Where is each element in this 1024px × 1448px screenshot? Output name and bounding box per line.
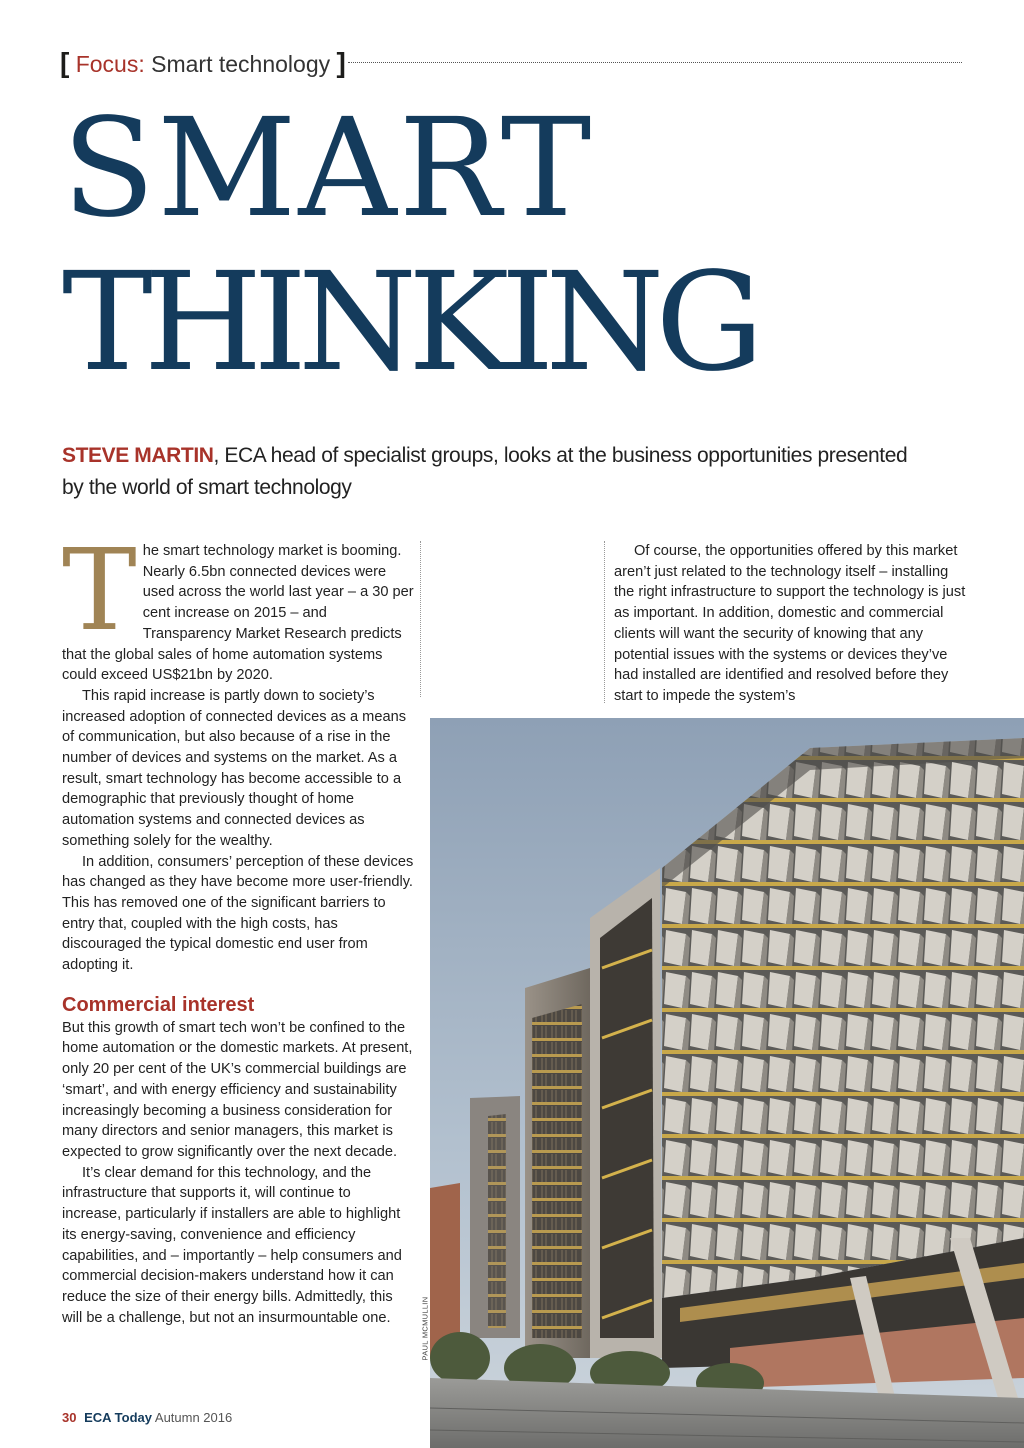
article-column-1 (62, 526, 414, 1328)
kicker-open-bracket: [ (60, 47, 70, 78)
magazine-name: ECA Today (84, 1410, 152, 1425)
headline (62, 92, 755, 400)
headline-line-1: SMART (62, 90, 594, 248)
kicker-close-bracket: ] (336, 47, 346, 78)
kicker-label: Focus: (75, 51, 145, 77)
headline-line-2: THINKING (62, 244, 755, 402)
body-paragraph: In addition, consumers’ perception of these devices has changed as they have become more user-friendly. This has removed one of the significant barriers to entry that, coupled with the high costs, has discouraged the typical domestic end user from adopting it. (62, 853, 414, 974)
dropcap: T (62, 526, 137, 656)
standfirst (62, 440, 932, 504)
page-number: 30 (62, 1410, 77, 1425)
kicker-divider (348, 62, 962, 63)
column-rule (604, 541, 605, 703)
building-illustration (430, 718, 1024, 1448)
kicker-topic: Smart technology (144, 51, 337, 77)
issue-date: Autumn 2016 (152, 1410, 233, 1425)
author-name: STEVE MARTIN (62, 444, 214, 467)
subhead: Commercial interest (62, 993, 255, 1016)
body-paragraph: This rapid increase is partly down to society’s increased adoption of connected devices as a means of communication, but also because of a rise in the number of devices and systems on the market. As a result, smart technology has become accessible to a demographic that previously thought of home automation systems and connected devices as something solely for the wealthy. (62, 687, 406, 849)
photo-credit (416, 1296, 428, 1362)
section-kicker (60, 46, 346, 81)
standfirst-text: , ECA head of specialist groups, looks at the business opportunities presented by the world of smart technology (62, 444, 908, 499)
page-footer (62, 1410, 232, 1425)
body-paragraph (62, 526, 414, 686)
paragraph-text: he smart technology market is booming. Nearly 6.5bn connected devices were used across the world last year – a 30 per cent increase on 2015 – and Transparency Market Research predicts that the global sales of home automation systems could exceed US$21bn by 2020. (62, 543, 414, 684)
body-paragraph: It’s clear demand for this technology, and the infrastructure that supports it, will continue to increase, particularly if installers are able to highlight its energy-saving, convenience and efficiency capabilities, and – importantly – help consumers and commercial decision-makers understand how it can reduce the size of their energy bills. Admittedly, this will be a challenge, but not an insurmountable one. (62, 1164, 402, 1326)
photo-credit-text: PAUL MCMULLIN (420, 1296, 430, 1361)
building-photo (430, 718, 1024, 1448)
body-paragraph: Of course, the opportunities offered by this market aren’t just related to the technology itself – installing the right infrastructure to support the technology is just as important. In addition, domestic and commercial clients will want the security of knowing that any potential issues with the systems or devices they’ve had installed are identified and resolved before they start to impede the system’s (614, 543, 966, 704)
column-rule (420, 541, 421, 697)
body-paragraph: But this growth of smart tech won’t be confined to the home automation or the domestic markets. At present, only 20 per cent of the UK’s commercial buildings are ‘smart’, and with energy efficiency and sustainability increasingly becoming a business consideration for many directors and senior managers, this market is expected to grow significantly over the next decade. (62, 1019, 413, 1160)
article-column-2 (614, 541, 966, 707)
